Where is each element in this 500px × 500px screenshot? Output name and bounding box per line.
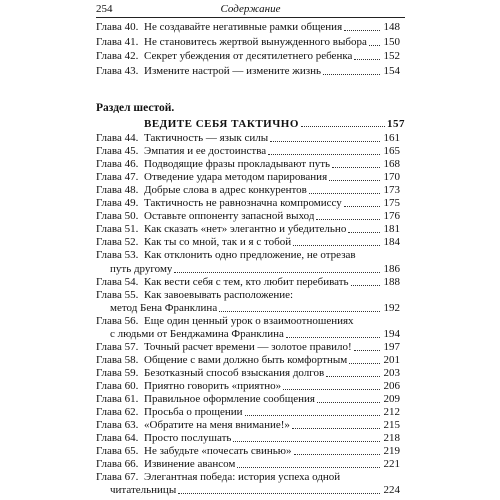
entry-title: Тактичность не равнозначна компромиссу [144, 197, 342, 210]
toc-entry [96, 405, 400, 419]
chapter-number: Глава 44. [96, 132, 139, 144]
toc-entry [96, 170, 400, 184]
entry-title: Секрет убеждения от десятилетнего ребенка [144, 50, 353, 63]
leader-dots [354, 59, 380, 60]
entry-page: 221 [383, 458, 400, 471]
leader-dots [354, 350, 380, 351]
chapter-number: Глава 41. [96, 35, 139, 48]
toc-entry [96, 366, 400, 380]
entry-title: Просьба о прощении [144, 406, 243, 419]
entry-page: 186 [383, 262, 400, 275]
entry-title: путь другому [110, 262, 173, 275]
chapter-number: Глава 61. [96, 393, 139, 405]
section-title-row [96, 116, 405, 130]
toc-entry [96, 35, 400, 49]
entry-page: 188 [383, 275, 400, 288]
entry-title: Не создавайте негативные рамки общения [144, 21, 343, 33]
leader-dots [344, 30, 380, 31]
toc-entry [96, 209, 400, 223]
chapter-number: Глава 53. [96, 249, 139, 262]
leader-dots [351, 285, 380, 286]
entry-page: 192 [383, 301, 400, 314]
running-title: Содержание [220, 3, 281, 15]
chapter-number: Глава 47. [96, 171, 139, 184]
chapter-number: Глава 62. [96, 406, 139, 419]
entry-title: Извинение авансом [144, 458, 236, 471]
entry-title: Как сказать «нет» элегантно и убедительно [144, 223, 347, 236]
chapter-number: Глава 51. [96, 223, 139, 236]
chapter-number: Глава 40. [96, 21, 139, 33]
toc-entry [96, 392, 400, 406]
leader-dots [268, 154, 380, 155]
toc-entry [96, 49, 400, 63]
entry-title: Правильное оформление сообщения [144, 393, 315, 405]
entry-title: Оставьте оппоненту запасной выход [144, 210, 315, 223]
chapter-number: Глава 45. [96, 145, 139, 158]
entry-page: 165 [383, 145, 400, 158]
chapter-number: Глава 60. [96, 379, 139, 392]
leader-dots [219, 311, 380, 312]
entry-title: Как ты со мной, так и я с тобой [144, 236, 292, 249]
leader-dots [270, 141, 380, 142]
chapter-number: Глава 59. [96, 366, 139, 379]
leader-dots [283, 389, 380, 390]
toc-entry [96, 314, 400, 328]
entry-page: 197 [383, 340, 400, 353]
leader-dots [316, 219, 380, 220]
toc-entry [96, 222, 400, 236]
entry-page: 194 [383, 327, 400, 340]
toc-entry [96, 418, 400, 432]
section-label: Раздел шестой. [96, 102, 175, 114]
entry-page: 154 [383, 65, 400, 78]
entry-page: 218 [383, 432, 400, 445]
entry-title: Добрые слова в адрес конкурентов [144, 184, 307, 197]
leader-dots [349, 363, 380, 364]
toc-entry [96, 379, 400, 393]
chapter-number: Глава 55. [96, 288, 139, 301]
toc-entry [96, 144, 400, 158]
entry-page: 175 [383, 197, 400, 210]
chapter-number: Глава 63. [96, 419, 139, 432]
toc-entry [96, 196, 400, 210]
entry-page: 224 [383, 484, 400, 497]
entry-page: 152 [383, 50, 400, 63]
leader-dots [309, 193, 380, 194]
entry-title: Отведение удара методом парирования [144, 171, 328, 184]
entry-page: 168 [383, 158, 400, 171]
entry-title: Как вести себя с тем, кто любит перебивать [144, 275, 349, 288]
toc-entry [96, 20, 400, 34]
entry-page: 150 [383, 35, 400, 48]
chapter-number: Глава 48. [96, 184, 139, 197]
entry-title: Общение с вами должно быть комфортным [144, 353, 348, 366]
leader-dots [348, 232, 380, 233]
entry-title: «Обратите на меня внимание!» [144, 419, 290, 432]
leader-dots [332, 167, 380, 168]
entry-page: 173 [383, 184, 400, 197]
toc-entry [96, 64, 400, 78]
leader-dots [245, 415, 381, 416]
entry-page: 161 [383, 132, 400, 144]
entry-title: Не становитесь жертвой вынужденного выбора [144, 35, 367, 48]
toc-entry-continuation [110, 483, 400, 497]
leader-dots [286, 337, 380, 338]
leader-dots [301, 126, 385, 127]
chapter-number: Глава 67. [96, 471, 139, 484]
leader-dots [326, 376, 380, 377]
leader-dots [294, 454, 381, 455]
leader-dots [293, 245, 380, 246]
chapter-number: Глава 57. [96, 340, 139, 353]
toc-entry [96, 131, 400, 145]
entry-title: Безотказный способ взыскания долгов [144, 366, 325, 379]
chapter-number: Глава 43. [96, 65, 139, 78]
section-page: 157 [387, 118, 405, 130]
chapter-number: Глава 50. [96, 210, 139, 223]
entry-page: 148 [383, 21, 400, 33]
entry-page: 201 [383, 353, 400, 366]
chapter-number: Глава 56. [96, 314, 139, 327]
toc-entry [96, 235, 400, 249]
leader-dots [292, 428, 380, 429]
entry-title: Просто послушать [144, 432, 232, 445]
entry-title: читательницы [110, 484, 177, 497]
entry-title: Эмпатия и ее достоинства [144, 145, 267, 158]
toc-entry [96, 431, 400, 445]
leader-dots [323, 74, 380, 75]
chapter-number: Глава 66. [96, 458, 139, 471]
leader-dots [317, 402, 380, 403]
chapter-number: Глава 65. [96, 445, 139, 458]
toc-entry [96, 340, 400, 354]
entry-title: Подводящие фразы прокладывают путь [144, 158, 331, 171]
entry-title: Не забудьте «почесать свинью» [144, 445, 292, 458]
entry-page: 176 [383, 210, 400, 223]
chapter-number: Глава 46. [96, 158, 139, 171]
page-header [96, 3, 405, 18]
toc-entry [96, 353, 400, 367]
entry-title: Как завоевывать расположение: [144, 288, 294, 301]
toc-entry [96, 248, 400, 262]
leader-dots [178, 493, 380, 494]
entry-title: Элегантная победа: история успеха одной [144, 471, 341, 484]
toc-entry [96, 275, 400, 289]
chapter-number: Глава 58. [96, 353, 139, 366]
chapter-number: Глава 64. [96, 432, 139, 445]
entry-page: 181 [383, 223, 400, 236]
entry-title: с людьми от Бенджамина Франклина [110, 327, 284, 340]
entry-title: Приятно говорить «приятно» [144, 379, 282, 392]
toc-entry [96, 444, 400, 458]
toc-entry [96, 470, 400, 484]
entry-page: 219 [383, 445, 400, 458]
toc-entry-continuation [110, 301, 400, 315]
entry-page: 203 [383, 366, 400, 379]
entry-title: Еще один ценный урок о взаимоотношениях [144, 314, 354, 327]
toc-entry [96, 183, 400, 197]
entry-page: 215 [383, 419, 400, 432]
entry-page: 212 [383, 406, 400, 419]
entry-page: 209 [383, 393, 400, 405]
leader-dots [233, 441, 380, 442]
entry-page: 170 [383, 171, 400, 184]
toc-entry [96, 288, 400, 302]
leader-dots [237, 467, 380, 468]
entry-title: Тактичность — язык силы [144, 132, 269, 144]
entry-title: метод Бена Франклина [110, 301, 218, 314]
section-title: ВЕДИТЕ СЕБЯ ТАКТИЧНО [144, 118, 299, 130]
leader-dots [174, 272, 380, 273]
toc-entry-continuation [110, 327, 400, 341]
entry-page: 184 [383, 236, 400, 249]
leader-dots [369, 45, 380, 46]
chapter-number: Глава 42. [96, 50, 139, 63]
entry-title: Измените настрой — измените жизнь [144, 65, 322, 78]
toc-entry [96, 457, 400, 471]
leader-dots [344, 206, 380, 207]
toc-entry [96, 157, 400, 171]
leader-dots [329, 180, 380, 181]
chapter-number: Глава 54. [96, 275, 139, 288]
page-number: 254 [96, 3, 113, 15]
chapter-number: Глава 52. [96, 236, 139, 249]
chapter-number: Глава 49. [96, 197, 139, 210]
entry-title: Точный расчет времени — золотое правило! [144, 340, 352, 353]
entry-page: 206 [383, 379, 400, 392]
entry-title: Как отклонить одно предложение, не отрезав [144, 249, 356, 262]
toc-entry-continuation [110, 262, 400, 276]
